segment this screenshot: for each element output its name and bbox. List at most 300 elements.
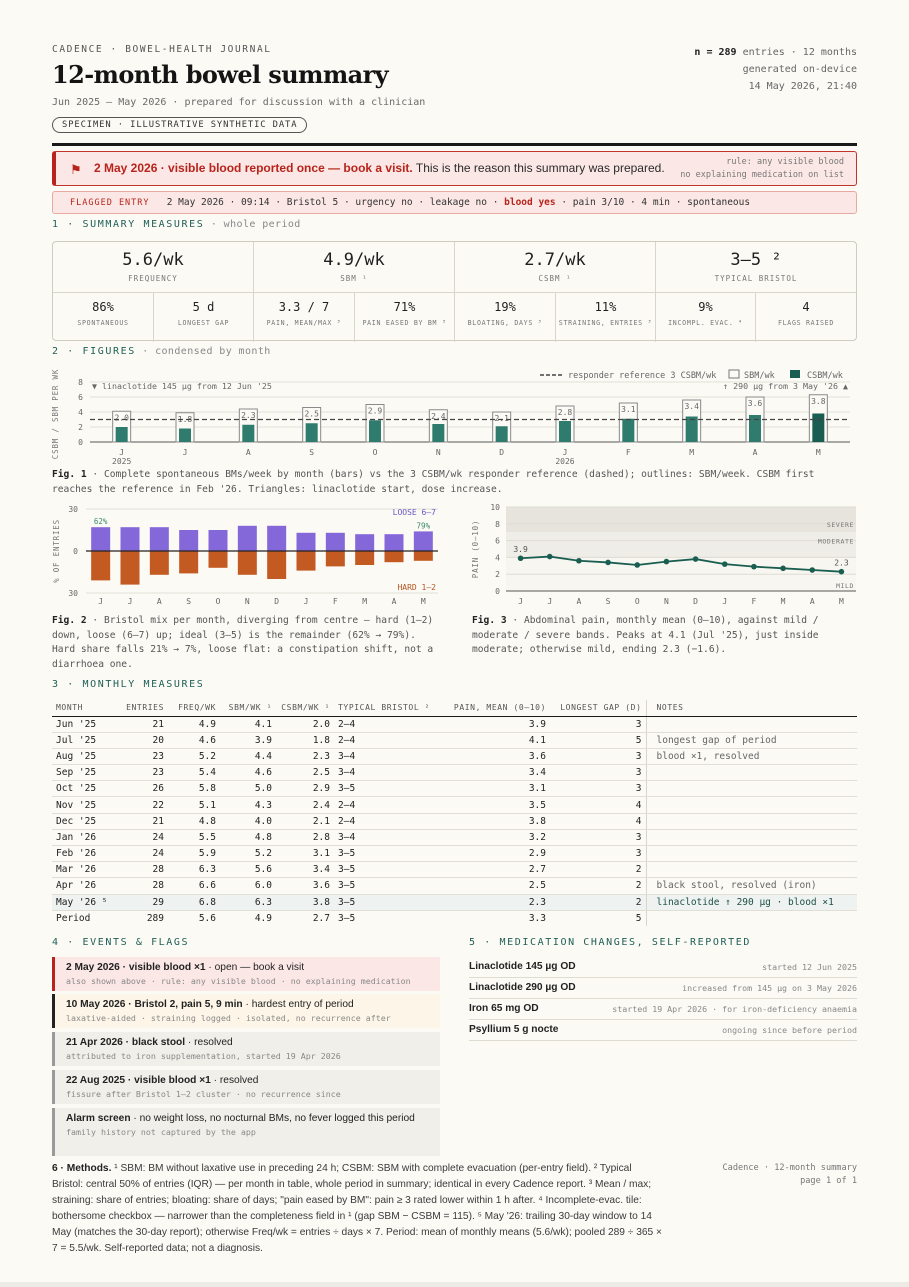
hard-bar (179, 551, 198, 573)
tile-spontaneous: 86% SPONTANEOUS (53, 293, 154, 342)
table-cell: 4 (550, 813, 646, 829)
table-cell: 5.4 (168, 765, 220, 781)
page-footer (722, 1162, 857, 1188)
hard-bar (91, 551, 110, 580)
band-label-moderate: MODERATE (817, 537, 854, 546)
table-cell: 6.6 (168, 878, 220, 894)
figure-2-caption: Fig. 2 · Bristol mix per month, diverging from centre — hard (1–2) down, loose (6–7) up; ideal (3–5) is the remainder (62% → 79%). Hard share falls 21% → 7%, loose flat: a constipation shift, not a diarrhoea one. (52, 615, 434, 670)
table-cell: Jan '26 (52, 829, 112, 845)
generated-label: generated on-device (742, 64, 857, 75)
col-sbm: SBM/WK ¹ (220, 700, 276, 716)
table-cell: 5.1 (168, 797, 220, 813)
point-label-end: 2.3 (834, 558, 849, 568)
pain-point (693, 556, 699, 562)
table-cell: 2.1 (276, 813, 334, 829)
table-cell: Apr '26 (52, 878, 112, 894)
y-tick-label: 6 (78, 393, 83, 402)
bar-value-label: 3.8 (811, 396, 826, 406)
table-cell: 3.1 (276, 846, 334, 862)
table-cell: May '26 ⁵ (52, 894, 112, 910)
table-cell: 22 (112, 797, 168, 813)
tile-bloating: 19% BLOATING, DAYS ³ (455, 293, 556, 342)
table-cell: 3 (550, 846, 646, 862)
table-cell: 5.6 (220, 862, 276, 878)
x-tick-label: J (98, 597, 104, 606)
legend-sbm-swatch (729, 370, 739, 378)
table-cell: Feb '26 (52, 846, 112, 862)
x-tick-label: O (215, 597, 221, 606)
col-entries: ENTRIES (112, 700, 168, 716)
tile-flags-raised: 4 FLAGS RAISED (777, 300, 835, 327)
table-cell: 3.9 (220, 732, 276, 748)
table-cell: 5.8 (168, 781, 220, 797)
x-tick-label: J (303, 597, 309, 606)
year-label: 2026 (555, 457, 575, 466)
table-cell: 21 (112, 813, 168, 829)
band-label-severe: SEVERE (826, 520, 854, 529)
pain-point (780, 566, 786, 572)
medication-item (469, 978, 857, 999)
table-cell: 3.8 (444, 813, 550, 829)
table-cell: 1.8 (276, 732, 334, 748)
table-cell: 3–5 (334, 910, 444, 926)
loose-bar (297, 533, 316, 551)
col-bristol: TYPICAL BRISTOL ² (334, 700, 444, 716)
table-cell: 3–4 (334, 829, 444, 845)
event-item (52, 1070, 440, 1104)
pain-point (576, 558, 582, 564)
tile-frequency: 5.6/wk FREQUENCY (53, 242, 254, 292)
tile-longest-gap: 5 d LONGEST GAP (154, 293, 254, 342)
x-tick-label: N (244, 597, 250, 606)
table-cell: 3–5 (334, 894, 444, 910)
table-cell: 2–4 (334, 797, 444, 813)
brand-label: CADENCE · BOWEL-HEALTH JOURNAL (52, 44, 272, 55)
table-cell: 2–4 (334, 716, 444, 732)
csbm-bar (559, 421, 571, 442)
loose-bar (179, 530, 198, 551)
flag-icon: ⚑ (70, 162, 82, 177)
table-cell: 2–4 (334, 732, 444, 748)
pain-point (722, 561, 728, 567)
table-cell: Period (52, 910, 112, 926)
csbm-bar (369, 420, 381, 442)
x-tick-label: A (576, 597, 582, 606)
table-cell: blood ×1, resolved (646, 748, 857, 764)
legend-csbm-label: CSBM/wk (807, 371, 843, 381)
table-cell (646, 813, 857, 829)
table-cell (646, 797, 857, 813)
table-cell: 3 (550, 781, 646, 797)
table-cell: 20 (112, 732, 168, 748)
y-tick-label: 0 (78, 438, 83, 447)
loose-bar (355, 534, 374, 551)
event-detail: family history not captured by the app (66, 1127, 256, 1137)
table-cell: 3.9 (444, 716, 550, 732)
table-cell: 3–5 (334, 781, 444, 797)
point-label-start: 3.9 (513, 545, 528, 555)
table-cell: 2.3 (276, 748, 334, 764)
event-title: 21 Apr 2026 · black stool · resolved (66, 1037, 233, 1048)
table-cell: 2.7 (444, 862, 550, 878)
table-cell: 4.1 (444, 732, 550, 748)
hard-bar (385, 551, 404, 562)
table-cell: 4.1 (220, 716, 276, 732)
table-cell: 4.3 (220, 797, 276, 813)
medication-item (469, 999, 857, 1020)
figure-2-bristol-chart (50, 500, 442, 612)
table-row (52, 797, 857, 813)
x-tick-label: J (182, 448, 188, 457)
table-cell: 3 (550, 765, 646, 781)
y-axis-label: CSBM / SBM PER WK (51, 368, 60, 460)
section-monthly-title: 3 · MONTHLY MEASURES (52, 679, 205, 690)
table-cell: 3 (550, 716, 646, 732)
table-cell: Jun '25 (52, 716, 112, 732)
x-tick-label: D (274, 597, 280, 606)
table-cell: Aug '25 (52, 748, 112, 764)
section-events-title: 4 · EVENTS & FLAGS (52, 937, 190, 948)
y-tick-label: 2 (495, 570, 500, 580)
x-tick-label: S (186, 597, 192, 606)
table-cell (646, 716, 857, 732)
table-cell: 6.3 (220, 894, 276, 910)
x-tick-label: M (815, 448, 821, 457)
table-header-row (52, 700, 857, 716)
table-row (52, 716, 857, 732)
table-cell: 2.7 (276, 910, 334, 926)
year-label: 2025 (112, 457, 132, 466)
table-cell: 4.9 (168, 716, 220, 732)
loose-bar (385, 534, 404, 551)
bar-value-label: 2.1 (494, 414, 509, 423)
table-cell: 2.8 (276, 829, 334, 845)
table-cell: Nov '25 (52, 797, 112, 813)
hard-bar (414, 551, 433, 561)
pain-point (809, 567, 815, 573)
table-cell (646, 829, 857, 845)
table-cell: Mar '26 (52, 862, 112, 878)
x-tick-label: N (435, 448, 441, 457)
hard-bar (121, 551, 140, 585)
table-cell: 3.6 (444, 748, 550, 764)
x-tick-label: A (156, 597, 162, 606)
y-tick-label: 30 (68, 505, 78, 514)
pain-point (751, 564, 757, 570)
table-cell: 5 (550, 910, 646, 926)
table-cell: 3.1 (444, 781, 550, 797)
table-row (52, 829, 857, 845)
table-cell: 2.5 (276, 765, 334, 781)
x-tick-label: M (689, 448, 695, 457)
table-row (52, 878, 857, 894)
tile-straining: 11% STRAINING, ENTRIES ³ (556, 293, 656, 342)
medication-note: ongoing since before period (722, 1025, 857, 1035)
table-cell (646, 910, 857, 926)
band-moderate (506, 532, 856, 557)
x-tick-label: D (499, 448, 505, 457)
alert-message: 2 May 2026 · visible blood reported once — book a visit. This is the reason this summary was prepared. (94, 161, 665, 175)
event-item (52, 994, 440, 1028)
y-tick-label: 8 (495, 519, 500, 529)
table-cell: linaclotide ↑ 290 µg · blood ×1 (646, 894, 857, 910)
hard-bar (238, 551, 257, 575)
tile-pain: 3.3 / 7 PAIN, MEAN/MAX ³ (254, 293, 355, 342)
x-tick-label: A (245, 448, 251, 457)
bar-value-label: 2.4 (431, 411, 446, 421)
table-cell: 2.0 (276, 716, 334, 732)
x-tick-label: D (693, 597, 698, 606)
x-tick-label: M (420, 597, 426, 606)
x-tick-label: M (780, 597, 786, 606)
pain-point (518, 555, 524, 561)
y-tick-label: 10 (490, 503, 500, 512)
figure-1-csbm-chart (50, 362, 860, 468)
x-tick-label: O (634, 597, 640, 606)
table-cell: 4.9 (220, 910, 276, 926)
tile-csbm: 2.7/wk CSBM ¹ (455, 242, 656, 292)
table-cell: 23 (112, 765, 168, 781)
tile-incomplete-evac: 9% INCOMPL. EVAC. ⁴ (656, 293, 756, 342)
table-cell (646, 846, 857, 862)
section-summary-title: 1 · SUMMARY MEASURES · whole period (52, 219, 301, 230)
x-tick-label: O (372, 448, 378, 457)
flagged-entry: FLAGGED ENTRY 2 May 2026 · 09:14 · Bristol 5 · urgency no · leakage no · blood yes · pain 3/10 · 4 min · spontaneous (52, 191, 857, 214)
table-cell: 4.6 (168, 732, 220, 748)
event-detail: attributed to iron supplementation, started 19 Apr 2026 (66, 1051, 341, 1061)
table-cell: 3.4 (276, 862, 334, 878)
table-cell: 3–5 (334, 846, 444, 862)
table-cell: 3.2 (444, 829, 550, 845)
table-row (52, 765, 857, 781)
loose-bar (150, 527, 169, 551)
table-cell: 5.6 (168, 910, 220, 926)
medication-name: Psyllium 5 g nocte (469, 1024, 559, 1035)
hard-bar (297, 551, 316, 571)
bar-value-label: 3.4 (684, 402, 699, 411)
table-cell: 6.3 (168, 862, 220, 878)
x-tick-label: S (605, 597, 611, 606)
x-tick-label: F (332, 597, 338, 606)
table-cell: 21 (112, 716, 168, 732)
y-tick-label: 4 (495, 553, 500, 563)
table-cell: 2–4 (334, 813, 444, 829)
table-cell (646, 862, 857, 878)
hard-bar (355, 551, 374, 565)
event-title: Alarm screen · no weight loss, no nocturnal BMs, no fever logged this period (66, 1113, 415, 1124)
x-tick-label: A (391, 597, 397, 606)
table-cell: 28 (112, 862, 168, 878)
table-cell: 3.5 (444, 797, 550, 813)
loose-bar (121, 527, 140, 551)
table-cell: 3.4 (444, 765, 550, 781)
medication-name: Linaclotide 145 µg OD (469, 961, 576, 972)
table-cell: 6.0 (220, 878, 276, 894)
hard-bar (326, 551, 345, 566)
hard-bar (150, 551, 169, 575)
y-tick-label: 6 (495, 536, 500, 546)
table-cell: 4.0 (220, 813, 276, 829)
page-number: page 1 of 1 (800, 1176, 857, 1186)
table-row (52, 781, 857, 797)
x-tick-label: A (752, 448, 758, 457)
header-divider (52, 143, 857, 146)
period-total-row (52, 910, 857, 926)
table-cell: 23 (112, 748, 168, 764)
table-cell: 3 (550, 829, 646, 845)
table-cell: Sep '25 (52, 765, 112, 781)
y-tick-label: 8 (78, 378, 83, 387)
col-gap: LONGEST GAP (D) (550, 700, 646, 716)
medication-note: started 19 Apr 2026 · for iron-deficiency anaemia (612, 1004, 857, 1014)
table-cell: 5.2 (168, 748, 220, 764)
table-cell: Dec '25 (52, 813, 112, 829)
hard-bar (209, 551, 228, 568)
annotation-dose-increase: ↑ 290 µg from 3 May '26 ▲ (723, 381, 848, 391)
x-tick-label: J (562, 448, 568, 457)
table-cell: 24 (112, 829, 168, 845)
ideal-share-end: 79% (416, 521, 431, 531)
table-cell: 6.8 (168, 894, 220, 910)
legend-hard: HARD 1–2 (397, 583, 436, 592)
table-row (52, 813, 857, 829)
event-detail: laxative-aided · straining logged · isolated, no recurrence after (66, 1013, 391, 1023)
y-tick-label: 30 (68, 589, 78, 598)
pain-point (664, 559, 670, 565)
hard-bar (267, 551, 286, 579)
y-tick-label: 4 (78, 408, 83, 417)
event-item (52, 1108, 440, 1156)
footer-title: Cadence · 12-month summary (722, 1163, 857, 1173)
loose-bar (267, 526, 286, 551)
table-cell: 2.4 (276, 797, 334, 813)
table-cell: 5.2 (220, 846, 276, 862)
table-cell: Oct '25 (52, 781, 112, 797)
y-tick-label: 2 (78, 423, 83, 432)
table-cell (646, 781, 857, 797)
x-tick-label: J (127, 597, 133, 606)
methods-text: 6 · Methods. ¹ SBM: BM without laxative use in preceding 24 h; CSBM: SBM with complete evacuation (per-entry field). ² Typical Bristol: central 50% of entries (IQR) — per month in table, whole period in summary; identical in every Cadence report. ³ Mean / max; straining: share of entries; bloating: share of days; "pain eased by BM": pain ≥ 3 rated lower within 1 h after. ⁴ Incomplete-evac. tile: bothersome checkbox — narrower than the completeness field in ¹ (gap SBM − CSBM = 115). ⁵ May '26: trailing 30-day window to 14 May (matches the 30-day report); otherwise Freq/wk = entries ÷ days × 7. Period: mean of monthly means (5.6/wk); pooled 289 ÷ 365 × 7 = 5.5/wk. Self-reported data; not a diagnosis. (52, 1163, 662, 1255)
bar-value-label: 2.3 (241, 411, 256, 420)
table-cell: 3–4 (334, 748, 444, 764)
event-item (52, 957, 440, 991)
y-axis-label: % OF ENTRIES (52, 519, 61, 583)
table-cell: 5 (550, 732, 646, 748)
csbm-bar (306, 423, 318, 442)
csbm-bar (686, 417, 698, 443)
bar-value-label: 2.0 (114, 413, 129, 423)
loose-bar (326, 533, 345, 551)
bar-value-label: 2.8 (557, 408, 573, 417)
table-cell: 2 (550, 878, 646, 894)
alert-rule: rule: any visible blood no explaining medication on list (680, 157, 844, 180)
table-cell: Jul '25 (52, 732, 112, 748)
table-cell: 2.9 (444, 846, 550, 862)
band-label-mild: MILD (835, 582, 854, 591)
table-cell: 3–5 (334, 878, 444, 894)
event-title: 22 Aug 2025 · visible blood ×1 · resolved (66, 1075, 259, 1086)
medication-note: started 12 Jun 2025 (762, 962, 857, 972)
medication-item (469, 1020, 857, 1041)
loose-bar (238, 526, 257, 551)
event-item (52, 1032, 440, 1066)
table-cell: 4.8 (168, 813, 220, 829)
y-tick-label: 0 (495, 587, 500, 596)
csbm-bar (116, 427, 128, 442)
x-tick-label: F (625, 448, 631, 457)
csbm-bar (496, 426, 508, 442)
pain-point (605, 560, 611, 566)
generated-date: 14 May 2026, 21:40 (748, 81, 857, 92)
table-cell: 4.8 (220, 829, 276, 845)
table-cell: 26 (112, 781, 168, 797)
tile-typical-bristol: 3–5 ² TYPICAL BRISTOL (714, 250, 798, 283)
x-tick-label: J (119, 448, 125, 457)
csbm-bar (432, 424, 444, 442)
csbm-bar (622, 419, 634, 442)
table-cell: 4 (550, 797, 646, 813)
table-cell: 4.6 (220, 765, 276, 781)
band-severe (506, 507, 856, 532)
medication-name: Iron 65 mg OD (469, 1003, 539, 1014)
table-cell: 29 (112, 894, 168, 910)
table-cell: 2.3 (444, 894, 550, 910)
csbm-bar (242, 425, 254, 442)
x-tick-label: J (547, 597, 553, 606)
table-cell: 3.8 (276, 894, 334, 910)
event-detail: fissure after Bristol 1–2 cluster · no recurrence since (66, 1089, 341, 1099)
table-cell: 4.4 (220, 748, 276, 764)
table-cell: 5.0 (220, 781, 276, 797)
table-cell: 3.6 (276, 878, 334, 894)
tile-pain-eased: 71% PAIN EASED BY BM ³ (355, 293, 455, 342)
table-row (52, 894, 857, 910)
figure-1-caption: Fig. 1 · Complete spontaneous BMs/week by month (bars) vs the 3 CSBM/wk responder reference (dashed); outlines: SBM/week. CSBM first reaches the reference in Feb '26. Triangles: linaclotide start, dose increase. (52, 469, 815, 495)
csbm-bar (812, 414, 824, 443)
section-medications-title: 5 · MEDICATION CHANGES, SELF-REPORTED (469, 937, 751, 948)
event-title: 10 May 2026 · Bristol 2, pain 5, 9 min · hardest entry of period (66, 999, 354, 1010)
legend-csbm-swatch (790, 370, 800, 378)
y-tick-label: 0 (73, 547, 78, 556)
x-tick-label: F (751, 597, 757, 606)
report-meta (694, 44, 857, 95)
x-tick-label: J (518, 597, 523, 606)
bar-value-label: 2.5 (304, 409, 319, 419)
bar-value-label: 2.9 (367, 406, 383, 416)
table-cell: 3–4 (334, 765, 444, 781)
table-cell: black stool, resolved (iron) (646, 878, 857, 894)
table-cell: 2 (550, 862, 646, 878)
annotation-start: ▼ linaclotide 145 µg from 12 Jun '25 (92, 381, 272, 391)
x-tick-label: A (809, 597, 815, 606)
table-cell (646, 765, 857, 781)
x-tick-label: J (722, 597, 728, 606)
legend-reference-label: responder reference 3 CSBM/wk (568, 371, 717, 381)
y-axis-label: PAIN (0–10) (471, 519, 480, 579)
medication-note: increased from 145 µg on 3 May 2026 (682, 983, 857, 993)
table-row (52, 862, 857, 878)
table-cell: 289 (112, 910, 168, 926)
col-freq: FREQ/WK (168, 700, 220, 716)
medication-item (469, 957, 857, 978)
bar-value-label: 3.6 (747, 399, 763, 408)
table-row (52, 732, 857, 748)
col-month: MONTH (52, 700, 112, 716)
bottom-strip (0, 1282, 909, 1287)
table-row (52, 846, 857, 862)
table-cell: 28 (112, 878, 168, 894)
legend-loose: LOOSE 6–7 (392, 508, 436, 517)
